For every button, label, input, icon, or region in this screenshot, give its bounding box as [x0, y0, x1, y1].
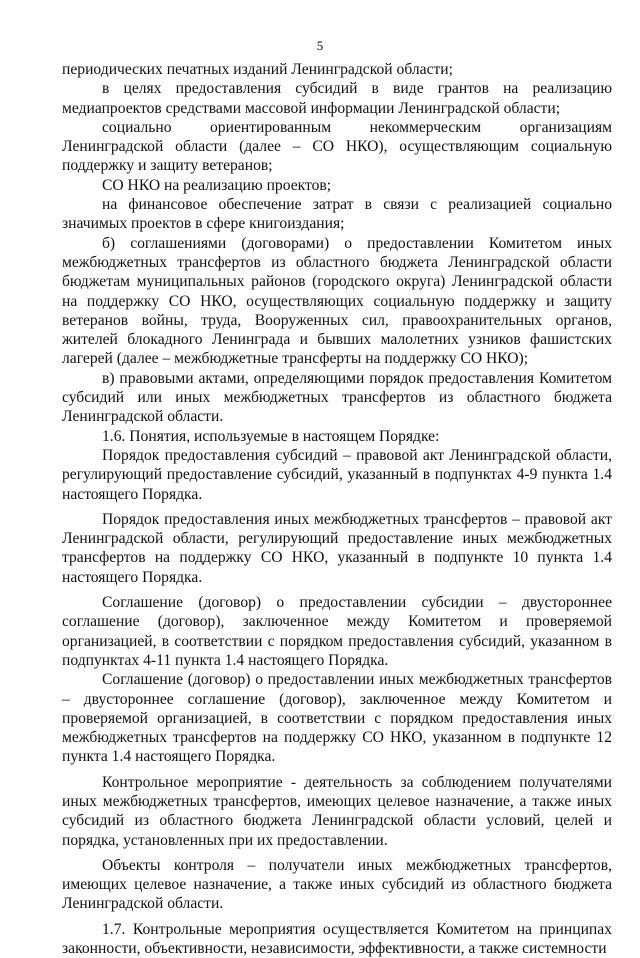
paragraph: в целях предоставления субсидий в виде грантов на реализацию медиапроектов средствами массовой информации Ленинградской области; — [62, 80, 612, 117]
paragraph: 1.6. Понятия, используемые в настоящем Порядке: — [102, 427, 440, 445]
paragraph: б) соглашениями (договорами) о предоставлении Комитетом иных межбюджетных трансфертов из областного бюджета Ленинградской области бюджетам муниципальных районов (городского округа) Ленинградской области на поддержку СО НКО, осуществляющих социальную поддержку и защиту ветеранов войны, труда, Вооруженных сил, правоохранительных органов, жителей блокадного Ленинграда и бывших малолетних узников фашистских лагерей (далее – межбюджетные трансферты на поддержку СО НКО); — [62, 234, 612, 368]
document-body — [62, 60, 612, 958]
page-number: 5 — [316, 38, 324, 53]
paragraph: 1.7. Контрольные мероприятия осуществляется Комитетом на принципах законности, объективности, независимости, эффективности, а также системности — [62, 920, 612, 958]
paragraph: периодических печатных изданий Ленинградской области; — [62, 61, 453, 78]
paragraph: Порядок предоставления субсидий – правовой акт Ленинградской области, регулирующий предоставление субсидий, указанный в подпунктах 4-9 пункта 1.4 настоящего Порядка. — [62, 446, 612, 503]
paragraph: Порядок предоставления иных межбюджетных трансфертов – правовой акт Ленинградской области, регулирующий предоставление иных межбюджетных трансфертов на поддержку СО НКО, указанный в подпункте 10 пункта 1.4 настоящего Порядка. — [62, 510, 612, 586]
paragraph: Соглашение (договор) о предоставлении иных межбюджетных трансфертов – двустороннее соглашение (договор), заключенное между Комитетом и проверяемой организацией, в соответствии с порядком предоставления иных межбюджетных трансфертов на поддержку СО НКО, указанном в подпункте 12 пункта 1.4 настоящего Порядка. — [62, 671, 612, 766]
paragraph: СО НКО на реализацию проектов; — [102, 176, 332, 194]
paragraph: Контрольное мероприятие - деятельность за соблюдением получателями иных межбюджетных трансфертов, имеющих целевое назначение, а также иных субсидий из областного бюджета Ленинградской области условий, целей и порядка, установленных при их предоставлении. — [62, 773, 612, 849]
paragraph: на финансовое обеспечение затрат в связи с реализацией социально значимых проектов в сфере книгоиздания; — [62, 196, 612, 233]
paragraph: социально ориентированным некоммерческим организациям Ленинградской области (далее – СО НКО), осуществляющим социальную поддержку и защиту ветеранов; — [62, 118, 612, 175]
paragraph: Объекты контроля – получатели иных межбюджетных трансфертов, имеющих целевое назначение, а также иных субсидий из областного бюджета Ленинградской области. — [62, 856, 612, 913]
paragraph: в) правовыми актами, определяющими порядок предоставления Комитетом субсидий или иных межбюджетных трансфертов из областного бюджета Ленинградской области. — [62, 369, 612, 426]
paragraph: Соглашение (договор) о предоставлении субсидии – двустороннее соглашение (договор), заключенное между Комитетом и проверяемой организацией, в соответствии с порядком предоставления субсидий, указанном в подпунктах 4-11 пункта 1.4 настоящего Порядка. — [62, 594, 612, 669]
